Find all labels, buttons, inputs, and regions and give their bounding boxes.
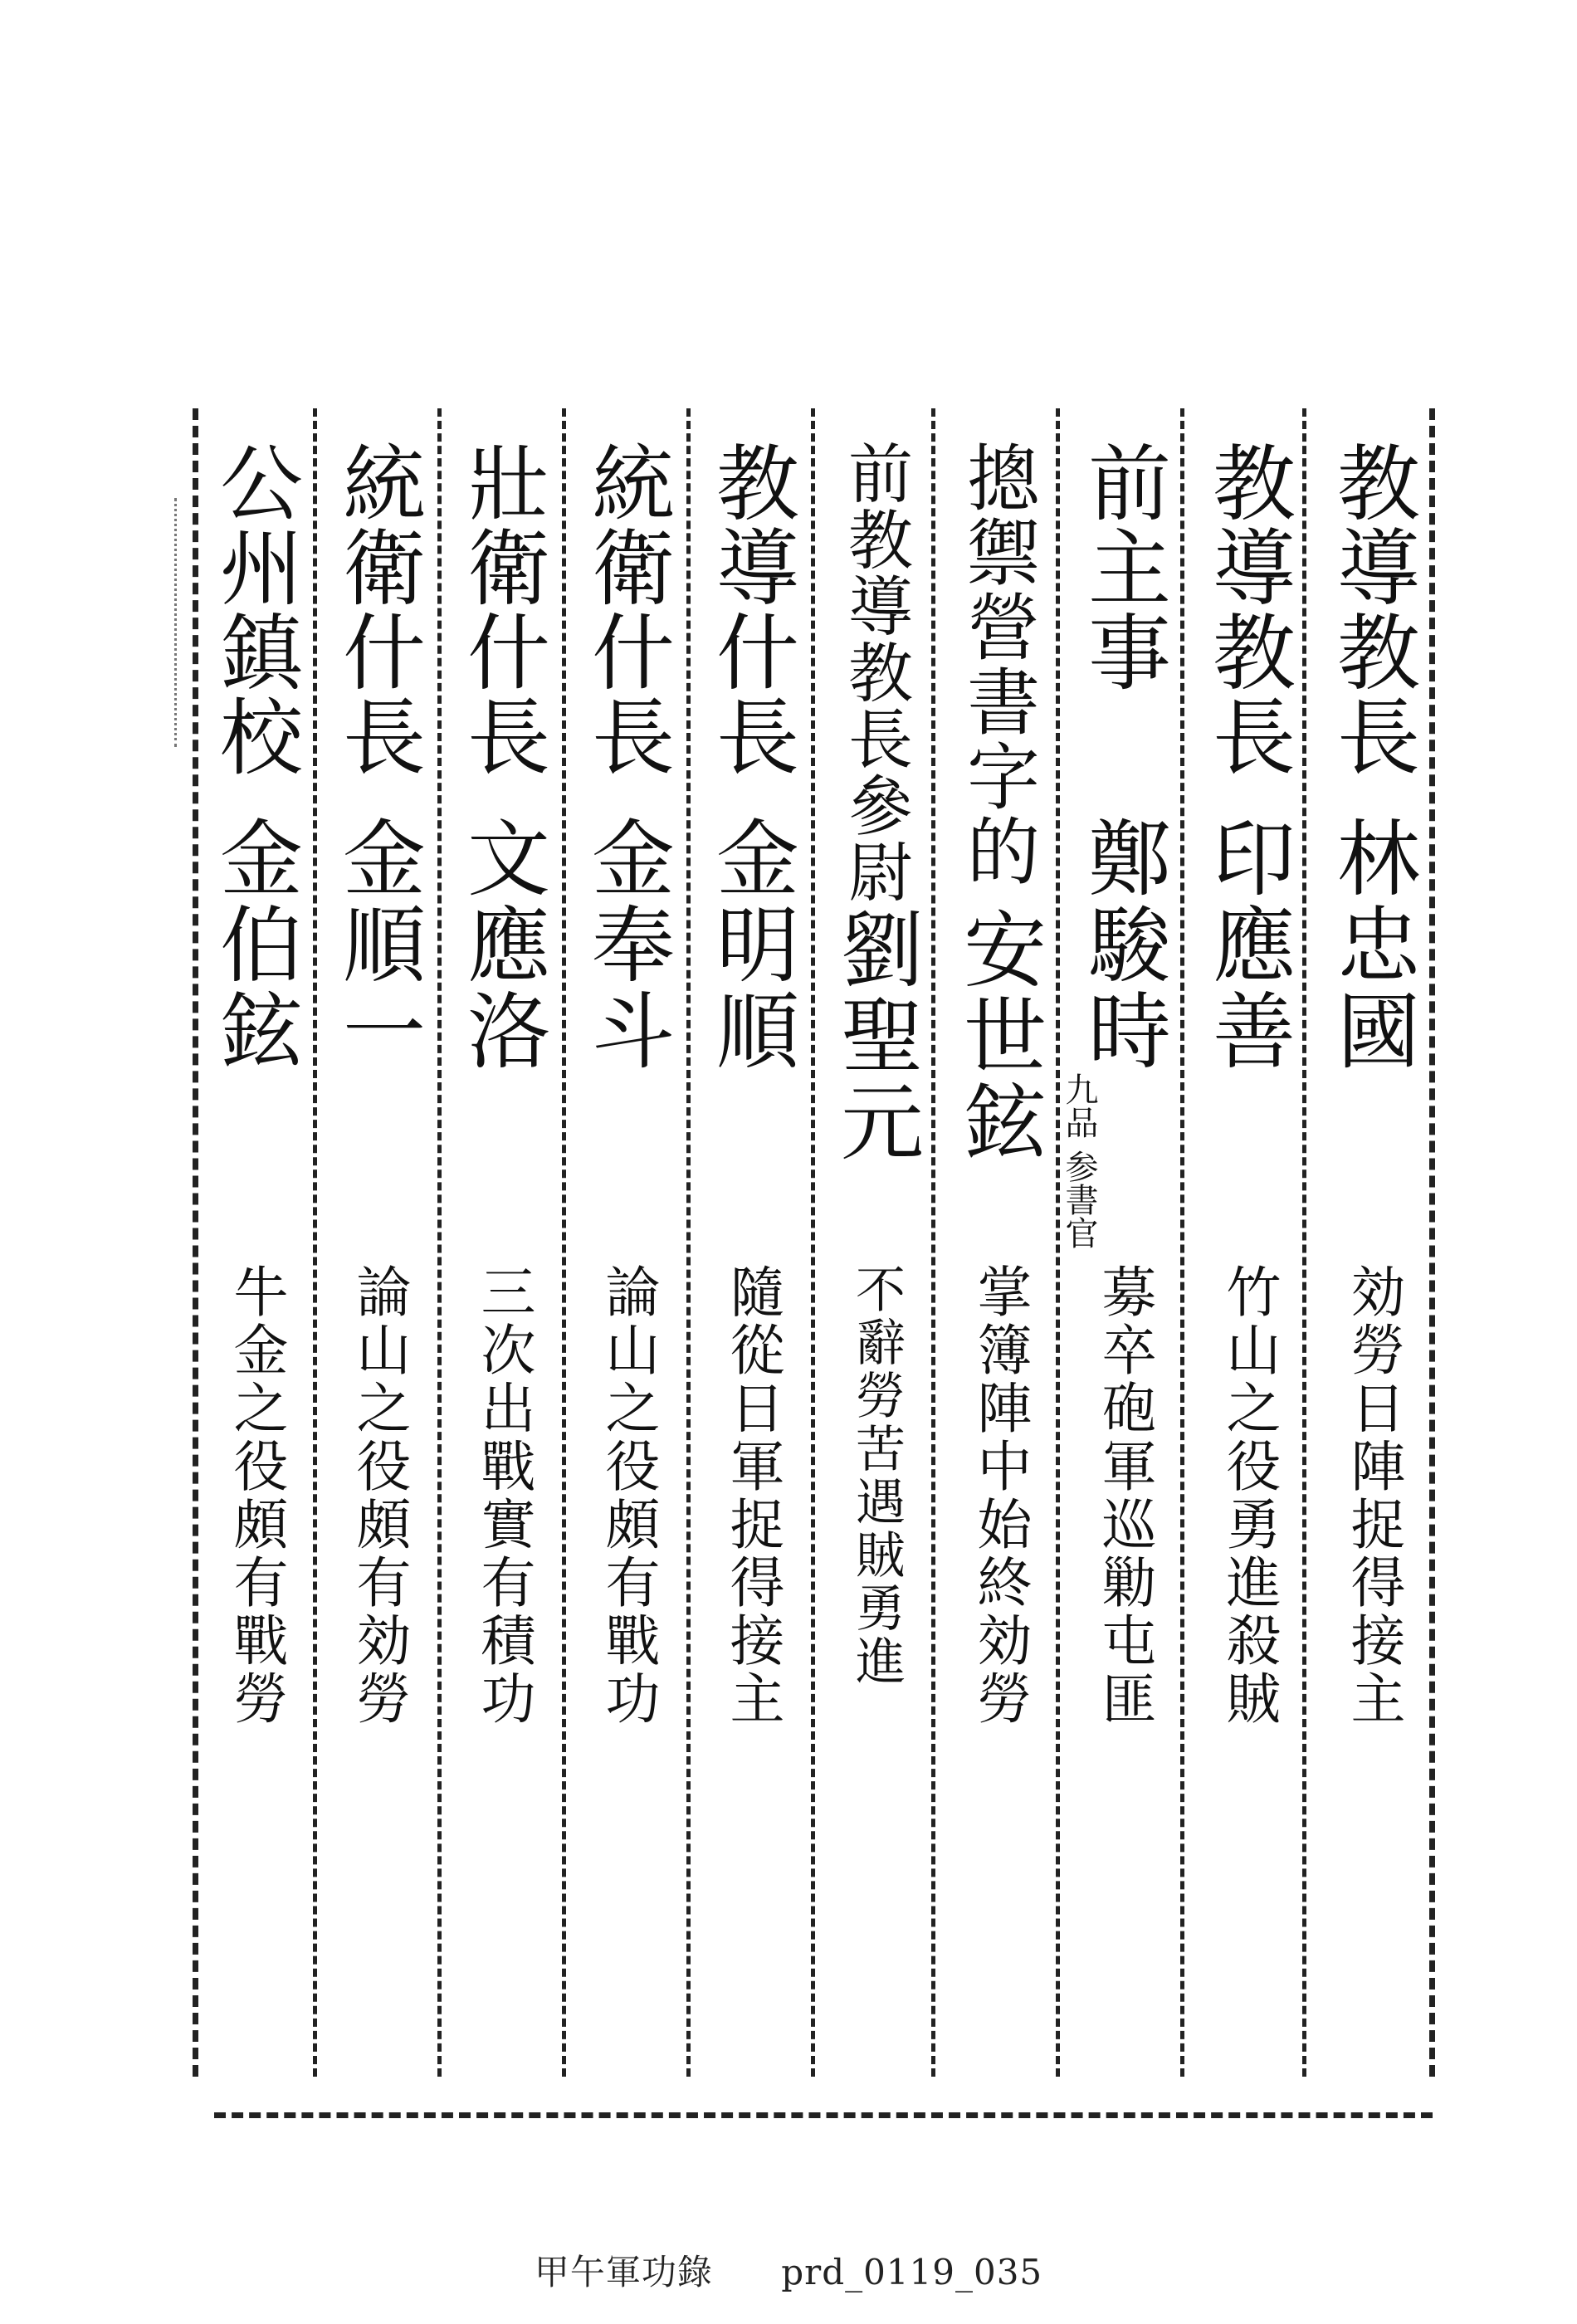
merit-note: 論山之役頗有戰功 bbox=[596, 1263, 660, 1728]
sub-annotation: 九品 参書官 bbox=[1060, 1072, 1098, 1249]
rank-text: 教導什長 bbox=[702, 440, 799, 779]
rank-text: 前教導教長參尉 bbox=[837, 440, 912, 905]
bottom-border bbox=[214, 2112, 1433, 2118]
rank-text: 統衛什長 bbox=[329, 440, 426, 779]
rank-text: 公州鎮校 bbox=[206, 440, 303, 779]
person-name: 安世鉉 bbox=[950, 906, 1047, 1165]
person-name: 金奉斗 bbox=[578, 815, 675, 1074]
margin-mark bbox=[174, 498, 227, 747]
column-rule bbox=[1180, 408, 1184, 2077]
merit-note: 論山之役頗有効勞 bbox=[347, 1263, 411, 1728]
merit-note: 効勞日陣捉得接主 bbox=[1341, 1263, 1405, 1728]
rank-text: 摠禦營書字的 bbox=[955, 440, 1041, 888]
rank-text: 統衛什長 bbox=[578, 440, 675, 779]
merit-note: 竹山之役勇進殺賊 bbox=[1217, 1263, 1281, 1728]
merit-note: 掌簿陣中始終効勞 bbox=[968, 1263, 1032, 1728]
person-name: 鄭駿時 bbox=[1074, 815, 1171, 1074]
rank-text: 壯衛什長 bbox=[453, 440, 550, 779]
merit-note: 三次出戰實有積功 bbox=[471, 1263, 535, 1728]
rank-text: 前主事 bbox=[1074, 440, 1171, 694]
rank-text: 教導教長 bbox=[1323, 440, 1420, 779]
column-rule bbox=[562, 408, 566, 2077]
image-code: prd_0119_035 bbox=[781, 2252, 1043, 2292]
rank-text: 教導教長 bbox=[1199, 440, 1296, 779]
column-rule bbox=[437, 408, 442, 2077]
column-rule bbox=[1429, 408, 1435, 2077]
merit-note: 隨從日軍捉得接主 bbox=[720, 1263, 784, 1728]
book-title: 甲午軍功錄 bbox=[534, 2252, 713, 2292]
column-rule bbox=[686, 408, 691, 2077]
person-name: 金順一 bbox=[329, 815, 426, 1074]
person-name: 林忠國 bbox=[1323, 815, 1420, 1074]
column-rule bbox=[811, 408, 815, 2077]
image-caption bbox=[0, 2245, 1577, 2295]
merit-note: 募卒砲軍巡勦屯匪 bbox=[1092, 1263, 1156, 1728]
person-name: 金明順 bbox=[702, 815, 799, 1074]
register-page bbox=[193, 408, 1438, 2126]
person-name: 劉聖元 bbox=[827, 906, 924, 1165]
person-name: 金伯鉉 bbox=[206, 815, 303, 1074]
merit-note: 牛金之役頗有戰勞 bbox=[224, 1263, 288, 1728]
column-rule bbox=[313, 408, 317, 2077]
person-name: 印應善 bbox=[1199, 815, 1296, 1074]
person-name: 文應洛 bbox=[453, 815, 550, 1074]
merit-note: 不辭勞苦遇賊勇進 bbox=[847, 1263, 906, 1688]
